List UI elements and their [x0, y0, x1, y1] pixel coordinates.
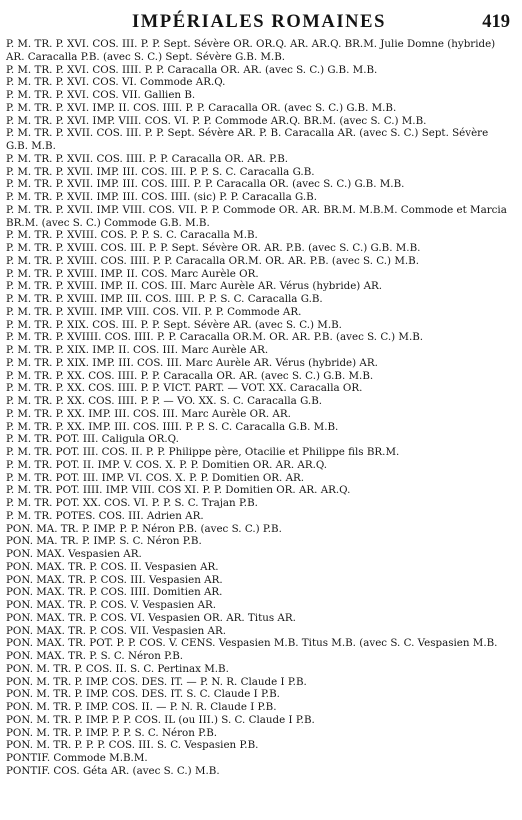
legend-entry: P. M. TR. P. XVI. COS. VI. Commode AR.Q.: [6, 76, 226, 89]
legend-entry: P. M. TR. P. XVIII. IMP. III. COS. IIII. P. P. S. C. Caracalla G.B.: [6, 293, 323, 305]
legend-entry: P. M. TR. P. XX. IMP. III. COS. IIII. P. P. S. C. Caracalla G.B. M.B.: [6, 420, 339, 433]
running-title: IMPÉRIALES ROMAINES: [132, 12, 386, 32]
legend-entry: PONTIF. Commode M.B.M.: [6, 752, 148, 764]
legend-entry: P. M. TR. P. XX. COS. IIII. P. P. — VO. XX. S. C. Caracalla G.B.: [6, 395, 323, 407]
legend-entry: PON. MAX. TR. P. COS. VII. Vespasien AR.: [6, 624, 226, 637]
legend-entry: P. M. TR. P. XVIII. IMP. II. COS. Marc Aurèle OR.: [6, 267, 259, 280]
legend-entry: P. M. TR. P. XVI. COS. VII. Gallien B.: [6, 89, 196, 101]
legend-entry: P. M. TR. POT. III. Caligula OR.Q.: [6, 433, 179, 446]
legend-entry: PON. MAX. TR. P. COS. III. Vespasien AR.: [6, 573, 223, 586]
legend-entry: PON. M. TR. P. IMP. COS. II. — P. N. R. Claude I P.B.: [6, 701, 277, 713]
legend-entry: P. M. TR. P. XX. COS. IIII. P. P. Caracalla OR. AR. (avec S. C.) G.B. M.B.: [6, 369, 374, 382]
legend-entry: P. M. TR. P. XVI. IMP. VIII. COS. VI. P. P. Commode AR.Q. BR.M. (avec S. C.) M.B.: [6, 114, 427, 127]
legend-entry: P. M. TR. P. XVI. IMP. II. COS. IIII. P. P. Caracalla OR. (avec S. C.) G.B. M.B.: [6, 101, 397, 114]
legend-entry: P. M. TR. POT. IIII. IMP. VIII. COS XI. P. P. Domitien OR. AR. AR.Q.: [6, 484, 351, 497]
legend-entry: PON. MAX. Vespasien AR.: [6, 548, 142, 560]
legend-entry: P. M. TR. P. XVIII. COS. III. P. P. Sept. Sévère OR. AR. P.B. (avec S. C.) G.B. M.B.: [6, 242, 421, 254]
legend-entry: P. M. TR. P. XVII. IMP. III. COS. IIII. (sic) P. P. Caracalla G.B.: [6, 191, 317, 203]
legend-entry: P. M. TR. P. XVII. IMP. III. COS. III. P. P. S. C. Caracalla G.B.: [6, 165, 315, 178]
legend-entry: PON. M. TR. P. IMP. P. P. COS. IL (ou III.) S. C. Claude I P.B.: [6, 713, 315, 726]
legend-entry: P. M. TR. P. XX. COS. IIII. P. P. VICT. PART. — VOT. XX. Caracalla OR.: [6, 382, 363, 395]
legend-entry: P. M. TR. POT. II. IMP. V. COS. X. P. P. Domitien OR. AR. AR.Q.: [6, 458, 328, 471]
legend-entry: P. M. TR. POT. III. IMP. VI. COS. X. P. P. Domitien OR. AR.: [6, 471, 305, 484]
page-number: 419: [482, 12, 510, 32]
legend-entry: PON. MAX. TR. P. COS. IIII. Domitien AR.: [6, 586, 223, 599]
legend-entry: PON. MAX. TR. P. COS. II. Vespasien AR.: [6, 560, 219, 573]
legend-entry: P. M. TR. P. XVIII. COS. P. P. S. C. Caracalla M.B.: [6, 229, 258, 242]
legend-entry: P. M. TR. P. XVII. IMP. III. COS. IIII. P. P. Caracalla OR. (avec S. C.) G.B. M.B.: [6, 178, 405, 191]
legend-entry: P. M. TR. P. XVII. COS. III. P. P. Sept. Sévère AR. P. B. Caracalla AR. (avec S. C.) Sept. Sévère G.B. M.B.: [6, 127, 489, 152]
legend-entry: P. M. TR. P. XVIII. COS. IIII. P. P. Caracalla OR.M. OR. AR. P.B. (avec S. C.) M.B.: [6, 254, 420, 267]
legend-list: [6, 38, 512, 778]
legend-entry: PON. M. TR. P. IMP. P. P. S. C. Néron P.B.: [6, 726, 218, 739]
legend-entry: P. M. TR. P. XIX. COS. III. P. P. Sept. Sévère AR. (avec S. C.) M.B.: [6, 318, 342, 331]
legend-entry: PON. MAX. TR. P. S. C. Néron P.B.: [6, 650, 184, 662]
legend-entry: PONTIF. COS. Géta AR. (avec S. C.) M.B.: [6, 764, 220, 777]
legend-entry: P. M. TR. P. XVI. COS. IIII. P. P. Caracalla OR. AR. (avec S. C.) G.B. M.B.: [6, 63, 378, 76]
legend-entry: P. M. TR. P. XVIIII. COS. IIII. P. P. Caracalla OR.M. OR. AR. P.B. (avec S. C.) M.B.: [6, 331, 424, 344]
legend-entry: P. M. TR. P. XIX. IMP. III. COS. III. Marc Aurèle AR. Vérus (hybride) AR.: [6, 356, 378, 369]
legend-entry: P. M. TR. P. XIX. IMP. II. COS. III. Marc Aurèle AR.: [6, 344, 269, 356]
legend-entry: PON. MA. TR. P. IMP. S. C. Néron P.B.: [6, 535, 202, 548]
legend-entry: P. M. TR. POT. XX. COS. VI. P. P. S. C. Trajan P.B.: [6, 497, 258, 509]
legend-entry: PON. MAX. TR. POT. P. P. COS. V. CENS. Vespasien M.B. Titus M.B. (avec S. C. Vespasien M.B.: [6, 637, 498, 650]
legend-entry: P. M. TR. P. XX. IMP. III. COS. III. Marc Aurèle OR. AR.: [6, 407, 291, 420]
legend-entry: PON. M. TR. P. P. P. COS. III. S. C. Vespasien P.B.: [6, 739, 259, 752]
page-header: [6, 8, 512, 38]
legend-entry: PON. M. TR. P. IMP. COS. DES. IT. S. C. Claude I P.B.: [6, 688, 280, 701]
legend-entry: P. M. TR. POT. III. COS. II. P. P. Philippe père, Otacilie et Philippe fils BR.M.: [6, 446, 400, 458]
legend-entry: PON. MA. TR. P. IMP. P. P. Néron P.B. (avec S. C.) P.B.: [6, 522, 282, 535]
legend-entry: P. M. TR. P. XVII. IMP. VIII. COS. VII. P. P. Commode OR. AR. BR.M. M.B.M. Commode et Marcia BR.M. (avec S. C.) Commode G.B. M.B.: [6, 203, 507, 229]
legend-entry: PON. MAX. TR. P. COS. VI. Vespasien OR. AR. Titus AR.: [6, 611, 296, 624]
legend-entry: P. M. TR. P. XVII. COS. IIII. P. P. Caracalla OR. AR. P.B.: [6, 152, 289, 165]
legend-entry: P. M. TR. P. XVIII. IMP. VIII. COS. VII. P. P. Commode AR.: [6, 305, 302, 318]
legend-entry: P. M. TR. P. XVIII. IMP. II. COS. III. Marc Aurèle AR. Vérus (hybride) AR.: [6, 280, 383, 293]
legend-entry: P. M. TR. POTES. COS. III. Adrien AR.: [6, 509, 204, 522]
legend-entry: PON. MAX. TR. P. COS. V. Vespasien AR.: [6, 599, 217, 611]
legend-entry: P. M. TR. P. XVI. COS. III. P. P. Sept. Sévère OR. OR.Q. AR. AR.Q. BR.M. Julie Domne (hybride) AR. Caracalla P.B. (avec S. C.) Sept. Sévère G.B. M.B.: [6, 38, 496, 63]
legend-entry: PON. M. TR. P. COS. II. S. C. Pertinax M.B.: [6, 662, 229, 675]
legend-entry: PON. M. TR. P. IMP. COS. DES. IT. — P. N. R. Claude I P.B.: [6, 675, 307, 688]
